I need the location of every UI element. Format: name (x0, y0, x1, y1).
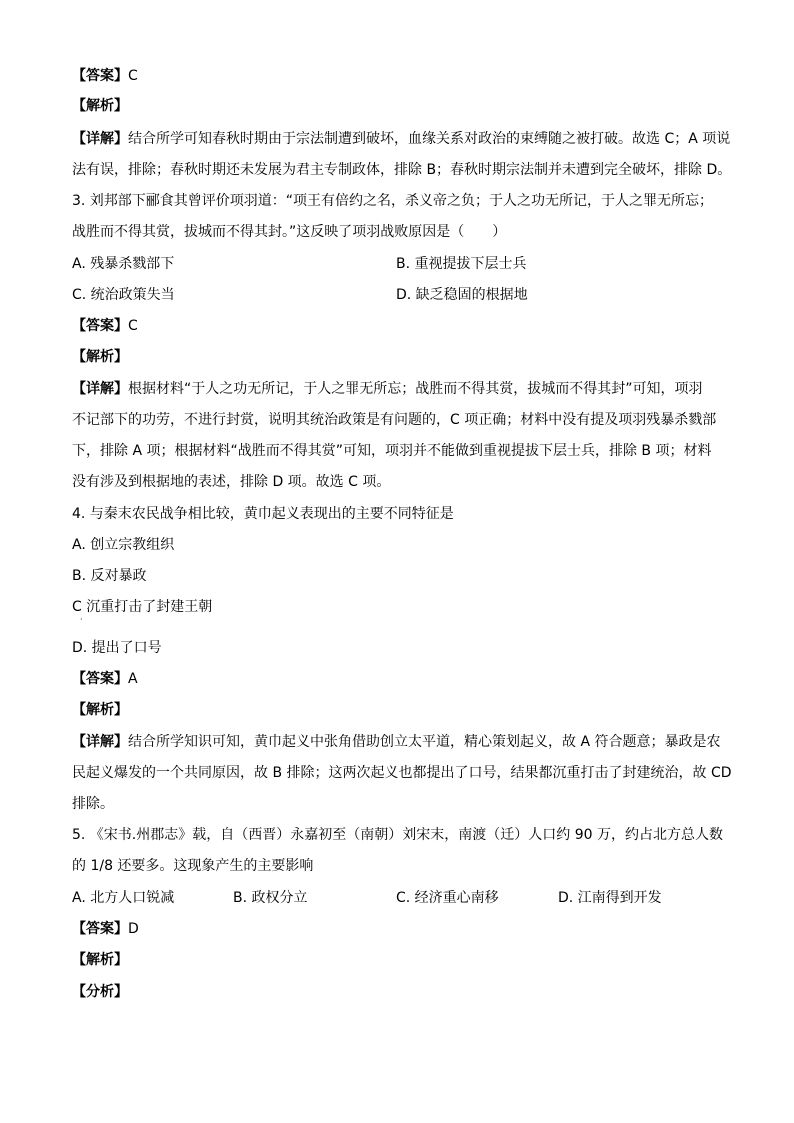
q4-option-d: D. 提出了口号 (72, 640, 162, 656)
q3-detail-line-3 (72, 440, 732, 462)
analysis-label: 【解析】 (72, 952, 128, 968)
detail-label: 【详解】 (72, 381, 128, 397)
q4-detail-text-3: 排除。 (72, 796, 114, 812)
q3-option-d: D. 缺乏稳固的根据地 (396, 287, 528, 303)
stray-dot-mark: · (80, 615, 83, 624)
q5-stem-text-1: 5. 《宋书.州郡志》载，自（西晋）永嘉初至（南朝）刘宋末，南渡（迁）人口约 90 万，约占北方总人数 (72, 827, 723, 843)
q2-detail-line-2 (72, 159, 732, 181)
q4-answer-value: A (128, 671, 138, 687)
q3-detail-text-2: 不记部下的功劳，不进行封赏，说明其统治政策是有问题的，C 项正确；材料中没有提及项羽残暴杀戮部 (72, 412, 717, 428)
q4-option-a: A. 创立宗教组织 (72, 537, 175, 553)
answer-label: 【答案】 (72, 68, 128, 84)
q3-stem-text-2: 战胜而不得其赏，拔城而不得其封。”这反映了项羽战败原因是（ ） (72, 224, 507, 240)
answer-label: 【答案】 (72, 921, 128, 937)
analysis-label: 【解析】 (72, 702, 128, 718)
q4-option-b: B. 反对暴政 (72, 568, 147, 584)
q3-detail-text-1: 根据材料“于人之功无所记，于人之罪无所忘；战胜而不得其赏，拔城而不得其封”可知，项羽 (128, 381, 703, 397)
q3-option-b: B. 重视提拔下层士兵 (396, 256, 527, 272)
q4-stem-line (72, 503, 732, 525)
q3-detail-line-1 (72, 378, 732, 400)
q4-detail-line-2 (72, 762, 732, 784)
q3-option-a: A. 残暴杀戮部下 (72, 256, 175, 272)
q5-option-b: B. 政权分立 (233, 890, 308, 906)
q5-analysis-line (72, 949, 732, 971)
q2-detail-text-2: 法有误，排除；春秋时期还未发展为君主专制政体，排除 B；春秋时期宗法制并未遭到完全破坏，排除 D。 (72, 162, 732, 178)
q4-analysis-line (72, 699, 732, 721)
q2-detail-text-1: 结合所学可知春秋时期由于宗法制遭到破坏，血缘关系对政治的束缚随之被打破。故选 C；A 项说 (128, 131, 731, 147)
q5-option-a: A. 北方人口锐减 (72, 890, 175, 906)
q3-answer-line (72, 315, 732, 337)
q4-detail-line-3 (72, 793, 732, 815)
q3-detail-text-4: 没有涉及到根据地的表述，排除 D 项。故选 C 项。 (72, 474, 391, 490)
fenxi-label: 【分析】 (72, 984, 128, 1000)
q2-analysis-line (72, 95, 732, 117)
analysis-label: 【解析】 (72, 349, 128, 365)
q2-answer-line (72, 65, 732, 87)
q3-analysis-line (72, 346, 732, 368)
q5-option-d: D. 江南得到开发 (558, 890, 662, 906)
q4-option-c: C 沉重打击了封建王朝 (72, 599, 213, 615)
analysis-label: 【解析】 (72, 98, 128, 114)
q4-detail-text-2: 民起义爆发的一个共同原因，故 B 排除；这两次起义也都提出了口号，结果都沉重打击了封建统治，故 CD (72, 765, 732, 781)
answer-label: 【答案】 (72, 671, 128, 687)
q3-detail-line-2 (72, 409, 732, 431)
q5-answer-line (72, 918, 732, 940)
q3-stem-line-1 (72, 190, 732, 212)
detail-label: 【详解】 (72, 131, 128, 147)
q3-detail-text-3: 下，排除 A 项；根据材料“战胜而不得其赏”可知，项羽并不能做到重视提拔下层士兵，排除 B 项；材料 (72, 443, 712, 459)
q5-fenxi-line (72, 981, 732, 1003)
q3-option-c: C. 统治政策失当 (72, 287, 175, 303)
detail-label: 【详解】 (72, 734, 128, 750)
q3-stem-text-1: 3. 刘邦部下郦食其曾评价项羽道：“项王有倍约之名，杀义帝之负；于人之功无所记，于人之罪无所忘； (72, 193, 714, 209)
q5-option-c: C. 经济重心南移 (396, 890, 499, 906)
q3-answer-value: C (128, 318, 138, 334)
q3-detail-line-4 (72, 471, 732, 493)
q4-stem-text: 4. 与秦末农民战争相比较，黄巾起义表现出的主要不同特征是 (72, 506, 454, 522)
q5-answer-value: D (128, 921, 139, 937)
q4-detail-line-1 (72, 731, 732, 753)
q5-stem-line-1 (72, 824, 732, 846)
q3-stem-line-2 (72, 221, 732, 243)
q2-detail-line-1 (72, 128, 732, 150)
q5-stem-line-2 (72, 855, 732, 877)
q4-detail-text-1: 结合所学知识可知，黄巾起义中张角借助创立太平道，精心策划起义，故 A 符合题意；暴政是农 (128, 734, 721, 750)
answer-label: 【答案】 (72, 318, 128, 334)
q2-answer-value: C (128, 68, 138, 84)
q4-answer-line (72, 668, 732, 690)
q5-stem-text-2: 的 1/8 还要多。这现象产生的主要影响 (72, 858, 314, 874)
